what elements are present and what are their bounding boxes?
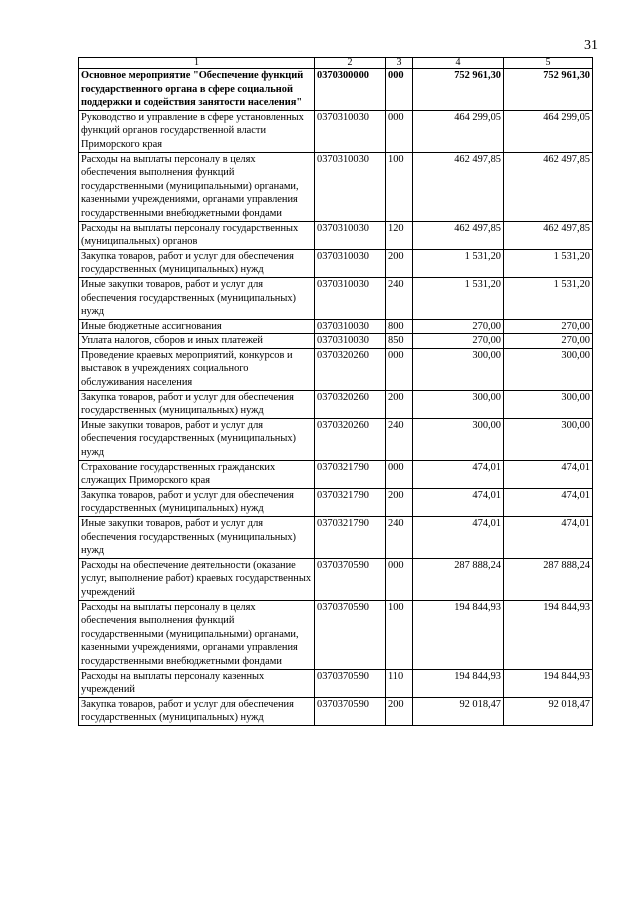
expense-type-cell: 110 — [386, 669, 413, 697]
amount-2021-cell: 474,01 — [504, 460, 593, 488]
table-row — [79, 334, 593, 349]
row-name-cell: Иные закупки товаров, работ и услуг для обеспечения государственных (муниципальных) нужд — [79, 277, 315, 319]
table-row — [79, 418, 593, 460]
expense-type-cell: 200 — [386, 488, 413, 516]
table-row — [79, 277, 593, 319]
expense-type-cell: 200 — [386, 697, 413, 725]
column-number-row — [79, 58, 593, 69]
target-code-cell: 0370370590 — [315, 669, 386, 697]
row-name-cell: Руководство и управление в сфере установленных функций органов государственной власти Приморского края — [79, 110, 315, 152]
amount-2021-cell: 464 299,05 — [504, 110, 593, 152]
amount-2021-cell: 462 497,85 — [504, 152, 593, 221]
target-code-cell: 0370310030 — [315, 110, 386, 152]
amount-2021-cell: 462 497,85 — [504, 221, 593, 249]
amount-2021-cell: 1 531,20 — [504, 249, 593, 277]
target-code-cell: 0370321790 — [315, 488, 386, 516]
expense-type-cell: 100 — [386, 600, 413, 669]
budget-table — [78, 57, 593, 726]
expense-type-cell: 100 — [386, 152, 413, 221]
target-code-cell: 0370310030 — [315, 152, 386, 221]
target-code-cell: 0370321790 — [315, 460, 386, 488]
row-name-cell: Расходы на выплаты персоналу казенных учреждений — [79, 669, 315, 697]
target-code-cell: 0370300000 — [315, 69, 386, 111]
expense-type-cell: 000 — [386, 558, 413, 600]
amount-2020-cell: 194 844,93 — [413, 669, 504, 697]
column-number: 2 — [315, 58, 386, 69]
row-name-cell: Расходы на обеспечение деятельности (оказание услуг, выполнение работ) краевых государственных учреждений — [79, 558, 315, 600]
column-number: 1 — [79, 58, 315, 69]
amount-2021-cell: 287 888,24 — [504, 558, 593, 600]
target-code-cell: 0370310030 — [315, 249, 386, 277]
target-code-cell: 0370310030 — [315, 319, 386, 334]
expense-type-cell: 000 — [386, 110, 413, 152]
amount-2021-cell: 270,00 — [504, 319, 593, 334]
target-code-cell: 0370320260 — [315, 390, 386, 418]
target-code-cell: 0370321790 — [315, 517, 386, 559]
row-name-cell: Уплата налогов, сборов и иных платежей — [79, 334, 315, 349]
table-row — [79, 249, 593, 277]
table-row — [79, 110, 593, 152]
amount-2020-cell: 464 299,05 — [413, 110, 504, 152]
column-number: 3 — [386, 58, 413, 69]
table-row — [79, 69, 593, 111]
row-name-cell: Иные закупки товаров, работ и услуг для обеспечения государственных (муниципальных) нужд — [79, 517, 315, 559]
target-code-cell: 0370370590 — [315, 697, 386, 725]
target-code-cell: 0370310030 — [315, 221, 386, 249]
row-name-cell: Расходы на выплаты персоналу в целях обеспечения выполнения функций государственными (муниципальными) органами, казенными учреждениями, органами управления государственными внебюджетными фондами — [79, 600, 315, 669]
amount-2020-cell: 1 531,20 — [413, 277, 504, 319]
target-code-cell: 0370320260 — [315, 418, 386, 460]
amount-2020-cell: 474,01 — [413, 488, 504, 516]
table-row — [79, 348, 593, 390]
table-row — [79, 669, 593, 697]
amount-2020-cell: 300,00 — [413, 348, 504, 390]
row-name-cell: Расходы на выплаты персоналу в целях обеспечения выполнения функций государственными (муниципальными) органами, казенными учреждениями, органами управления государственными внебюджетными фондами — [79, 152, 315, 221]
table-row — [79, 558, 593, 600]
expense-type-cell: 240 — [386, 418, 413, 460]
target-code-cell: 0370370590 — [315, 558, 386, 600]
amount-2020-cell: 474,01 — [413, 460, 504, 488]
row-name-cell: Иные бюджетные ассигнования — [79, 319, 315, 334]
expense-type-cell: 240 — [386, 277, 413, 319]
row-name-cell: Иные закупки товаров, работ и услуг для обеспечения государственных (муниципальных) нужд — [79, 418, 315, 460]
target-code-cell: 0370310030 — [315, 277, 386, 319]
amount-2021-cell: 1 531,20 — [504, 277, 593, 319]
amount-2021-cell: 270,00 — [504, 334, 593, 349]
target-code-cell: 0370370590 — [315, 600, 386, 669]
expense-type-cell: 240 — [386, 517, 413, 559]
table-row — [79, 221, 593, 249]
column-number: 4 — [413, 58, 504, 69]
amount-2020-cell: 270,00 — [413, 334, 504, 349]
table-row — [79, 517, 593, 559]
expense-type-cell: 120 — [386, 221, 413, 249]
row-name-cell: Закупка товаров, работ и услуг для обеспечения государственных (муниципальных) нужд — [79, 249, 315, 277]
amount-2020-cell: 92 018,47 — [413, 697, 504, 725]
row-name-cell: Закупка товаров, работ и услуг для обеспечения государственных (муниципальных) нужд — [79, 390, 315, 418]
amount-2020-cell: 194 844,93 — [413, 600, 504, 669]
amount-2021-cell: 194 844,93 — [504, 600, 593, 669]
amount-2020-cell: 1 531,20 — [413, 249, 504, 277]
row-name-cell: Проведение краевых мероприятий, конкурсов и выставок в учреждениях социального обслуживания населения — [79, 348, 315, 390]
table-row — [79, 600, 593, 669]
row-name-cell: Страхование государственных гражданских служащих Приморского края — [79, 460, 315, 488]
amount-2021-cell: 194 844,93 — [504, 669, 593, 697]
target-code-cell: 0370310030 — [315, 334, 386, 349]
amount-2021-cell: 474,01 — [504, 517, 593, 559]
row-name-cell: Закупка товаров, работ и услуг для обеспечения государственных (муниципальных) нужд — [79, 697, 315, 725]
table-row — [79, 460, 593, 488]
expense-type-cell: 000 — [386, 348, 413, 390]
table-row — [79, 697, 593, 725]
table-row — [79, 319, 593, 334]
target-code-cell: 0370320260 — [315, 348, 386, 390]
expense-type-cell: 850 — [386, 334, 413, 349]
amount-2021-cell: 474,01 — [504, 488, 593, 516]
expense-type-cell: 000 — [386, 460, 413, 488]
amount-2020-cell: 462 497,85 — [413, 221, 504, 249]
amount-2021-cell: 752 961,30 — [504, 69, 593, 111]
expense-type-cell: 200 — [386, 390, 413, 418]
table-row — [79, 390, 593, 418]
table-row — [79, 488, 593, 516]
expense-type-cell: 200 — [386, 249, 413, 277]
amount-2021-cell: 300,00 — [504, 418, 593, 460]
expense-type-cell: 800 — [386, 319, 413, 334]
table-row — [79, 152, 593, 221]
row-name-cell: Закупка товаров, работ и услуг для обеспечения государственных (муниципальных) нужд — [79, 488, 315, 516]
amount-2020-cell: 300,00 — [413, 418, 504, 460]
amount-2020-cell: 300,00 — [413, 390, 504, 418]
amount-2020-cell: 752 961,30 — [413, 69, 504, 111]
amount-2021-cell: 92 018,47 — [504, 697, 593, 725]
amount-2020-cell: 462 497,85 — [413, 152, 504, 221]
row-name-cell: Расходы на выплаты персоналу государственных (муниципальных) органов — [79, 221, 315, 249]
amount-2020-cell: 270,00 — [413, 319, 504, 334]
amount-2021-cell: 300,00 — [504, 390, 593, 418]
amount-2020-cell: 287 888,24 — [413, 558, 504, 600]
amount-2021-cell: 300,00 — [504, 348, 593, 390]
amount-2020-cell: 474,01 — [413, 517, 504, 559]
expense-type-cell: 000 — [386, 69, 413, 111]
column-number: 5 — [504, 58, 593, 69]
page-number: 31 — [584, 38, 598, 53]
row-name-cell: Основное мероприятие "Обеспечение функций государственного органа в сфере социальной поддержки и содействия занятости населения" — [79, 69, 315, 111]
